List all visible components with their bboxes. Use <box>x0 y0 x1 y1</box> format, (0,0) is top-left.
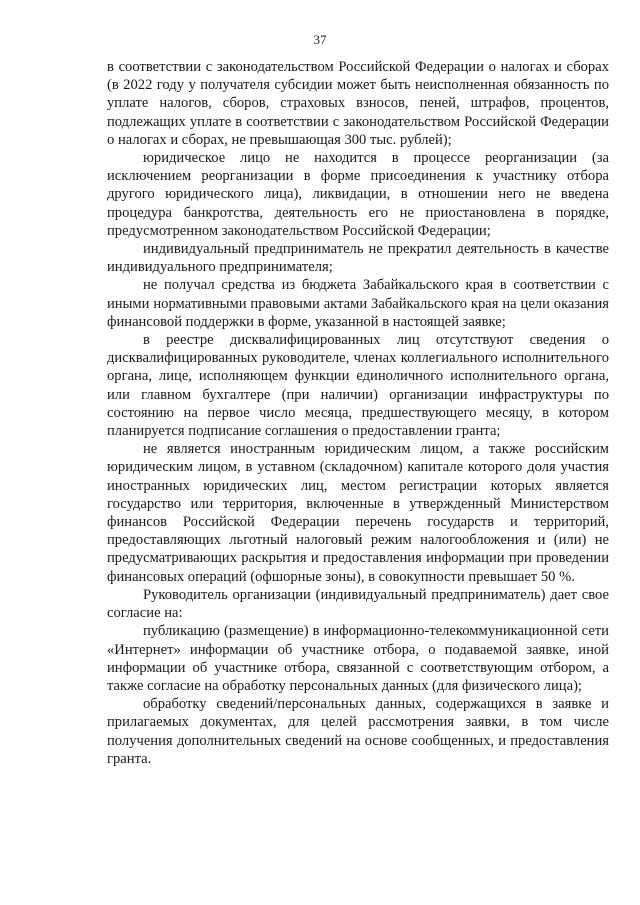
paragraph: в соответствии с законодательством Российской Федерации о налогах и сборах (в 2022 году у получателя субсидии может быть неисполненная обязанность по уплате налогов, сборов, страховых взносов, пеней, штрафов, процентов, подлежащих уплате в соответствии с законодательством Российской Федерации о налогах и сборах, не превышающая 300 тыс. рублей); <box>107 59 609 148</box>
paragraph: обработку сведений/персональных данных, содержащихся в заявке и прилагаемых документах, для целей рассмотрения заявки, в том числе получения дополнительных сведений на основе сообщенных, и предоставления гранта. <box>107 696 609 767</box>
paragraph: не получал средства из бюджета Забайкальского края в соответствии с иными нормативными правовыми актами Забайкальского края на цели оказания финансовой поддержки в форме, указанной в настоящей заявке; <box>107 277 609 330</box>
paragraph: публикацию (размещение) в информационно-телекоммуникационной сети «Интернет» информации об участнике отбора, о подаваемой заявке, иной информации об участнике отбора, связанной с соответствующим отбором, а также согласие на обработку персональных данных (для физического лица); <box>107 623 609 694</box>
page-number: 37 <box>313 32 327 47</box>
paragraph: юридическое лицо не находится в процессе реорганизации (за исключением реорганизации в форме присоединения к участнику отбора другого юридического лица), ликвидации, в отношении него не введена процедура банкротства, деятельность его не приостановлена в порядке, предусмотренном законодательством Российской Федерации; <box>107 150 609 239</box>
paragraph: не является иностранным юридическим лицом, а также российским юридическим лицом, в уставном (складочном) капитале которого доля участия иностранных юридических лиц, местом регистрации которых является государство или территория, включенные в утвержденный Министерством финансов Российской Федерации перечень государств и территорий, предоставляющих льготный налоговый режим налогообложения и (или) не предусматривающих раскрытия и предоставления информации при проведении финансовых операций (офшорные зоны), в совокупности превышает 50 %. <box>107 441 609 585</box>
paragraph: в реестре дисквалифицированных лиц отсутствуют сведения о дисквалифицированных руководителе, членах коллегиального исполнительного органа, лице, исполняющем функции единоличного исполнительного органа, или главном бухгалтере (при наличии) организации инфраструктуры по состоянию на первое число месяца, предшествующего месяцу, в котором планируется подписание соглашения о предоставлении гранта; <box>107 332 609 440</box>
paragraph: Руководитель организации (индивидуальный предприниматель) дает свое согласие на: <box>107 586 609 622</box>
paragraph: индивидуальный предприниматель не прекратил деятельность в качестве индивидуального предпринимателя; <box>107 241 609 276</box>
body-text <box>107 58 609 768</box>
